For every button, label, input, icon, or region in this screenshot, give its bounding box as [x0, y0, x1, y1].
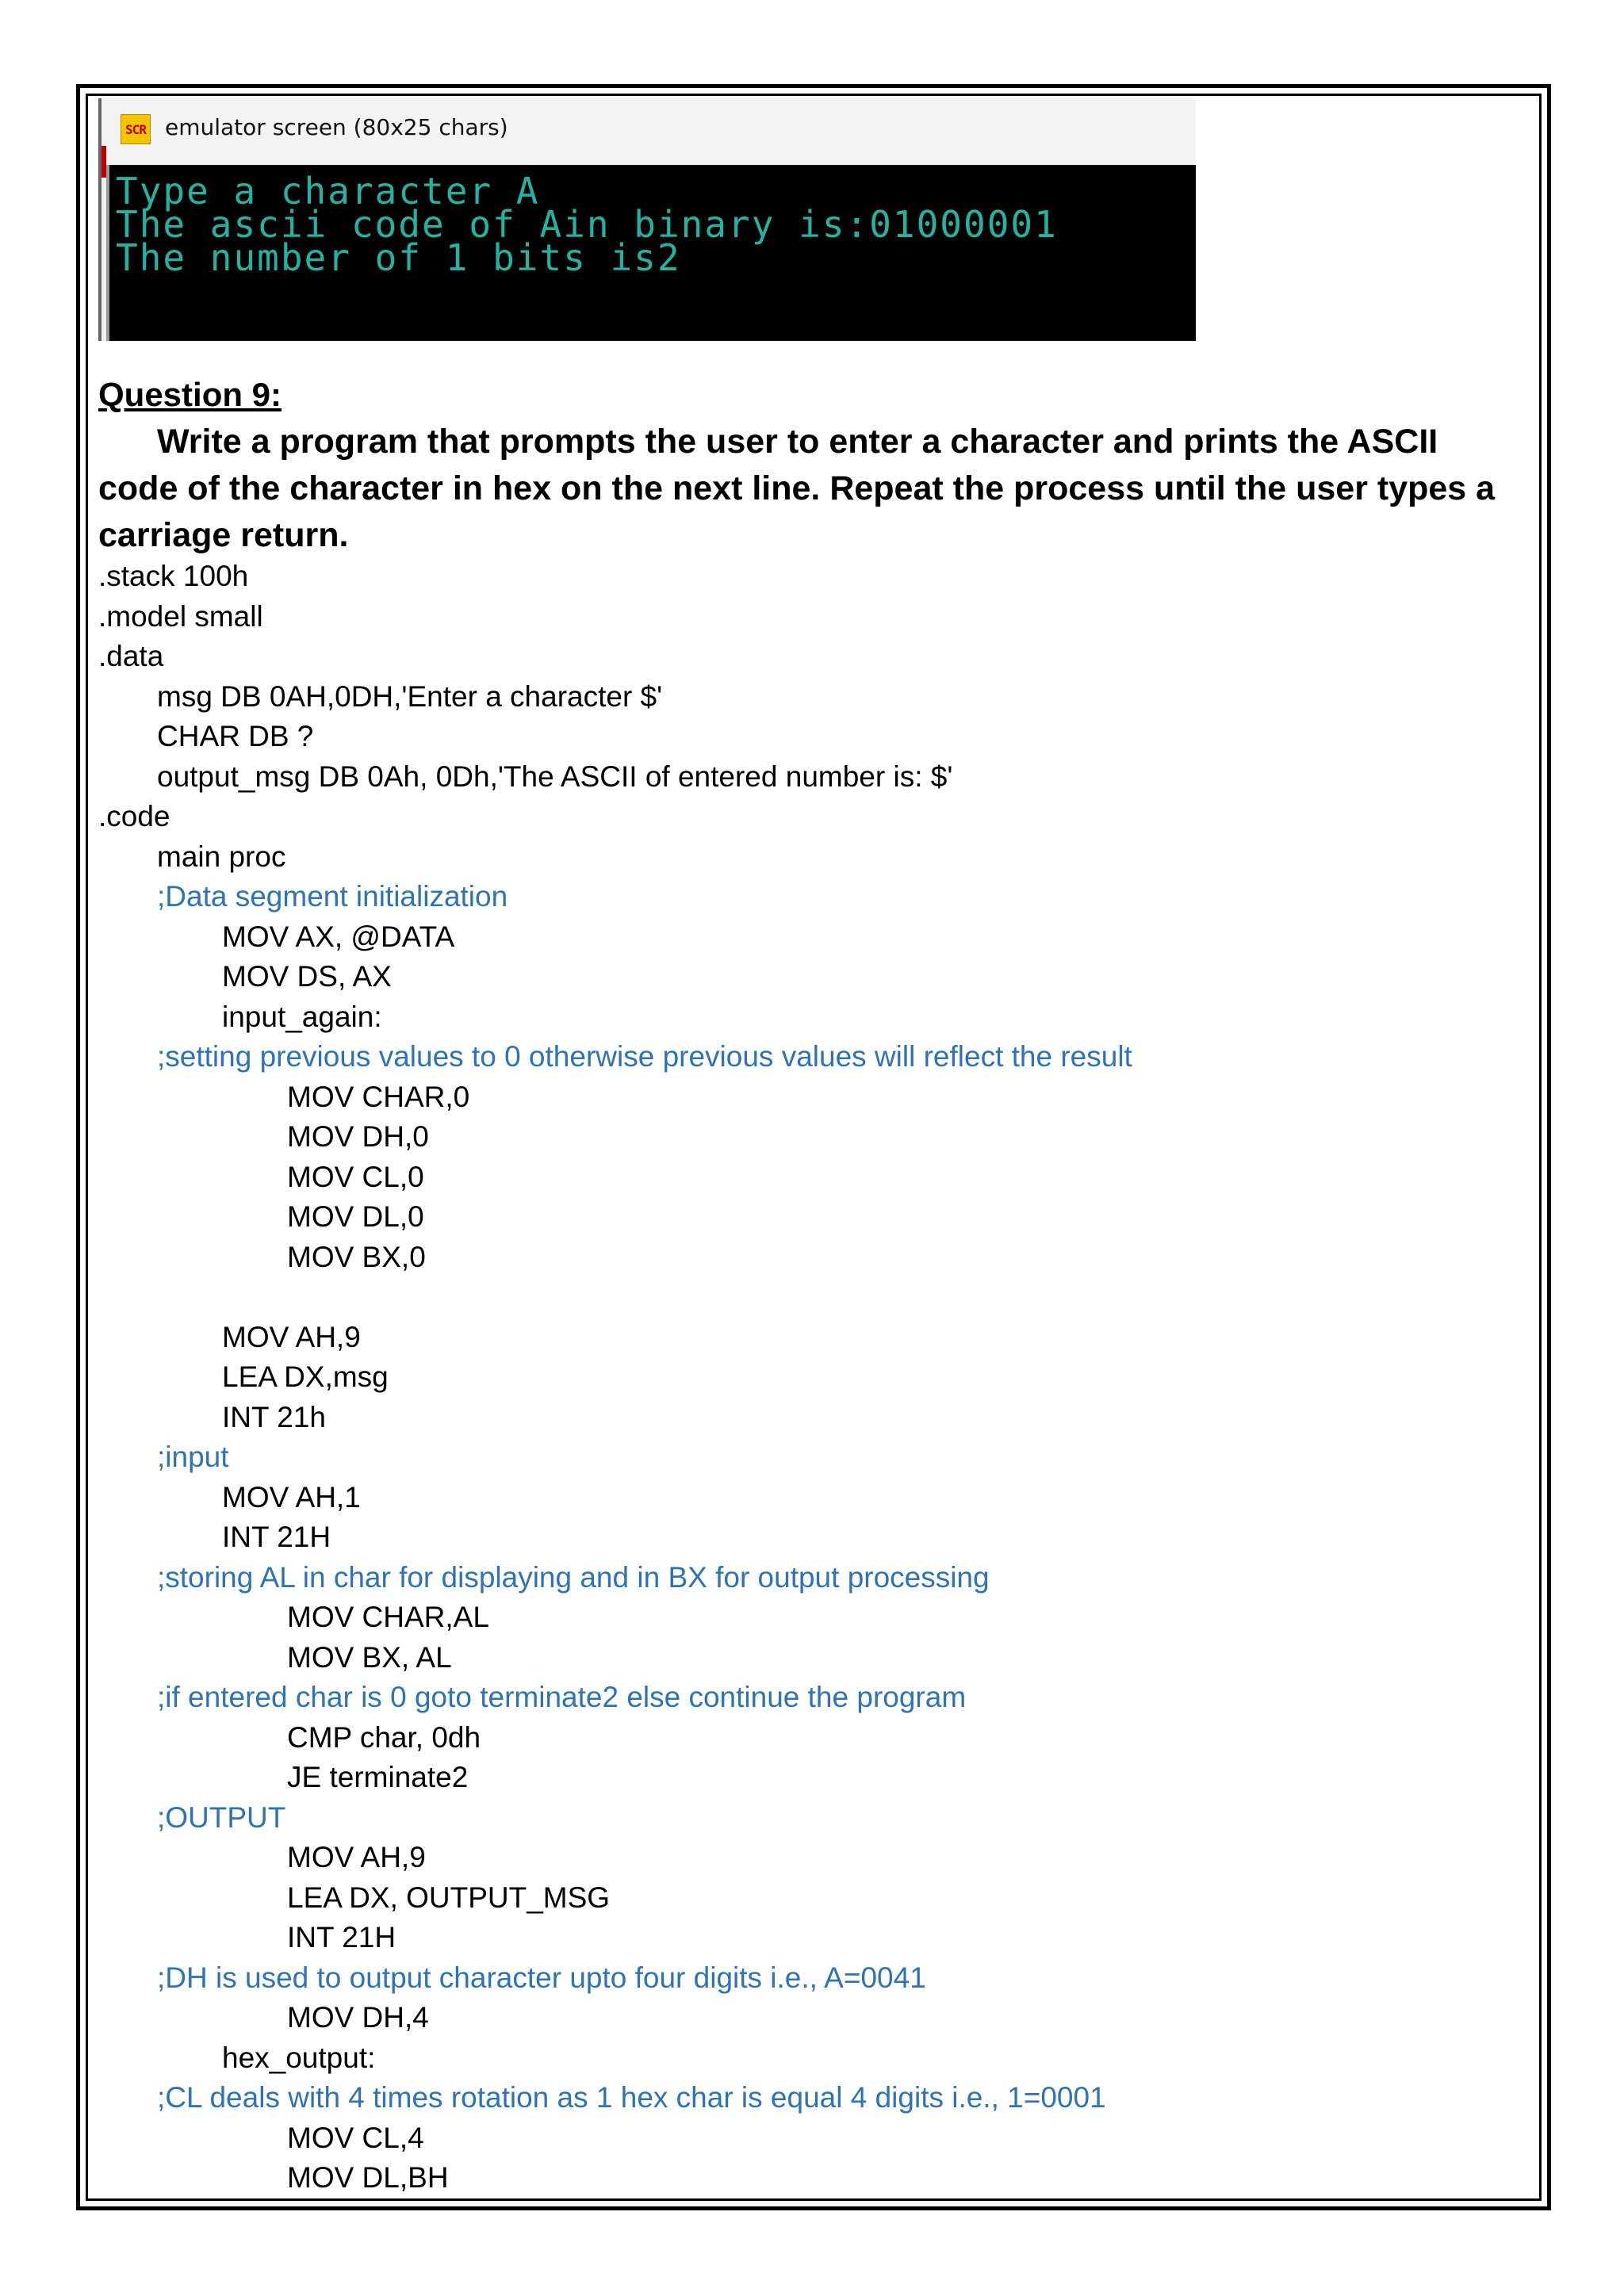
code-line: JE terminate2	[287, 1761, 469, 1793]
code-line: MOV DL,0	[287, 1200, 424, 1233]
code-line: MOV BX,0	[287, 1240, 426, 1273]
code-line: .model small	[98, 599, 263, 633]
emulator-title: emulator screen (80x25 chars)	[165, 114, 508, 140]
code-line: INT 21H	[222, 1521, 331, 1553]
code-line: MOV AX, @DATA	[222, 920, 455, 953]
code-comment-line: ;OUTPUT	[157, 1800, 286, 1834]
code-comment-line: ;input	[157, 1441, 229, 1473]
code-line: CHAR DB ?	[157, 720, 314, 752]
emulator-screen-line: The number of 1 bits is2	[116, 236, 681, 279]
code-comment-line: ;setting previous values to 0 otherwise previous values will reflect the result	[157, 1040, 1132, 1073]
code-comment-line: ;CL deals with 4 times rotation as 1 hex char is equal 4 digits i.e., 1=0001	[157, 2081, 1106, 2114]
code-line: MOV DH,0	[287, 1120, 429, 1153]
code-line: .data	[98, 640, 164, 672]
code-line: MOV AH,9	[222, 1320, 361, 1353]
code-line: MOV DH,4	[287, 2001, 429, 2034]
code-line: main proc	[157, 840, 286, 873]
code-line: MOV AH,9	[287, 1841, 426, 1873]
code-line: .code	[98, 800, 170, 832]
code-line: MOV DL,BH	[287, 2161, 449, 2194]
code-line: MOV CHAR,AL	[287, 1601, 489, 1633]
code-line: MOV BX, AL	[287, 1640, 452, 1674]
code-line: LEA DX, OUTPUT_MSG	[287, 1881, 611, 1914]
code-comment-line: ;if entered char is 0 goto terminate2 else continue the program	[157, 1681, 967, 1713]
question-title: Question 9:	[98, 376, 282, 413]
code-line: INT 21h	[222, 1400, 326, 1433]
code-line: hex_output:	[222, 2041, 376, 2074]
question-text: Write a program that prompts the user to enter a character and prints the ASCII code of the character in hex on the next line. Repeat the process until the user types a carriage return.	[98, 423, 1496, 554]
code-line: INT 21H	[287, 1921, 396, 1954]
emulator-window	[98, 98, 1196, 341]
code-line: MOV CL,0	[287, 1160, 424, 1193]
emulator-titlebar	[102, 98, 1196, 162]
code-line: MOV AH,1	[222, 1480, 361, 1513]
emulator-screen-line: Type a character A	[116, 170, 540, 212]
code-line: msg DB 0AH,0DH,'Enter a character $'	[157, 679, 663, 713]
code-line	[98, 1277, 1132, 1318]
code-listing	[98, 557, 1132, 2198]
code-comment-line: ;storing AL in char for displaying and in BX for output processing	[157, 1560, 990, 1594]
code-line: CMP char, 0dh	[287, 1720, 481, 1754]
code-line: output_msg DB 0Ah, 0Dh,'The ASCII of entered number is: $'	[157, 760, 953, 793]
emulator-app-icon: SCR	[121, 114, 151, 144]
code-line: LEA DX,msg	[222, 1360, 389, 1393]
code-line: MOV CHAR,0	[287, 1080, 470, 1113]
code-comment-line: ;Data segment initialization	[157, 880, 508, 913]
code-line: MOV CL,4	[287, 2121, 424, 2154]
emulator-screen-line: The ascii code of Ain binary is:01000001	[116, 203, 1058, 246]
code-line: .stack 100h	[98, 560, 249, 592]
code-line: MOV DS, AX	[222, 960, 392, 993]
code-comment-line: ;DH is used to output character upto four digits i.e., A=0041	[157, 1961, 926, 1994]
code-line: input_again:	[222, 1000, 382, 1033]
emulator-screen	[106, 165, 1196, 341]
